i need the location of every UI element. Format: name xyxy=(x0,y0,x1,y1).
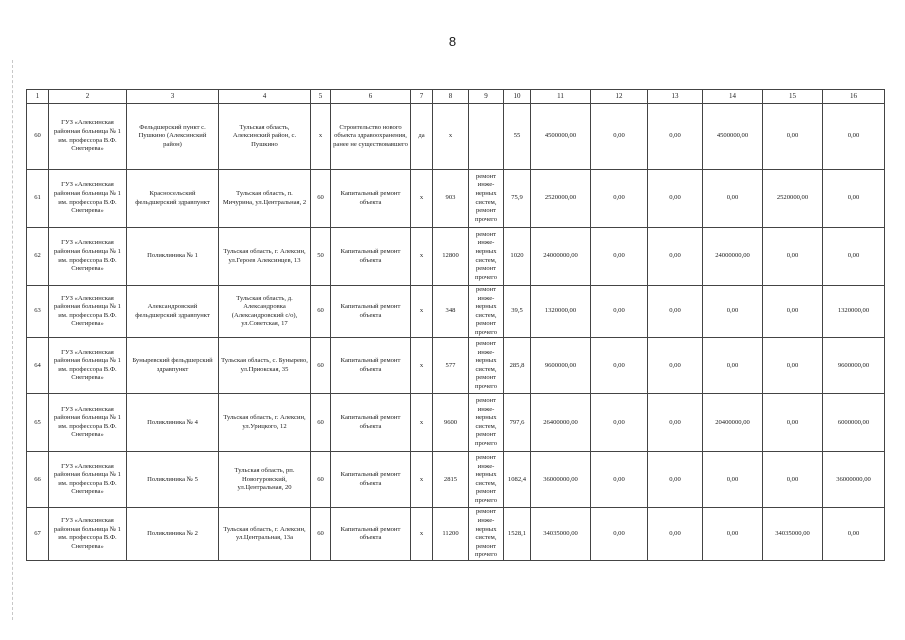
table-cell: 0,00 xyxy=(648,228,703,286)
table-row xyxy=(27,338,885,394)
table-cell: Капитальный ремонт объекта xyxy=(331,170,411,228)
table-cell: Капитальный ремонт объекта xyxy=(331,338,411,394)
column-number: 6 xyxy=(331,90,411,104)
table-cell: Александровский фельдшерский здравпункт xyxy=(127,286,219,338)
table-cell: 797,6 xyxy=(504,394,531,452)
table-cell: x xyxy=(411,452,433,508)
table-cell: 348 xyxy=(433,286,469,338)
table-cell: ремонт инже-нерных систем, ремонт прочего xyxy=(469,286,504,338)
table-cell: 60 xyxy=(311,394,331,452)
table-cell: Поликлиника № 2 xyxy=(127,508,219,560)
margin-guide xyxy=(12,60,14,620)
table-cell: 64 xyxy=(27,338,49,394)
table-cell: ГУЗ «Алексинская районная больница № 1 им. профессора В.Ф. Снегирева» xyxy=(49,338,127,394)
table-cell: да xyxy=(411,104,433,170)
table-cell: Тульская область, г. Алексин, ул.Урицкого, 12 xyxy=(219,394,311,452)
table-cell: 0,00 xyxy=(703,286,763,338)
table-cell: 0,00 xyxy=(591,452,648,508)
table-cell: 6000000,00 xyxy=(823,394,885,452)
table-cell: 0,00 xyxy=(823,508,885,560)
table-cell: 1082,4 xyxy=(504,452,531,508)
table-cell: 39,5 xyxy=(504,286,531,338)
table-cell: Капитальный ремонт объекта xyxy=(331,452,411,508)
table-cell: x xyxy=(411,170,433,228)
table-cell: Тульская область, г. Алексин, ул.Героев Алексинцев, 13 xyxy=(219,228,311,286)
table-cell: ремонт инже-нерных систем, ремонт прочего xyxy=(469,508,504,560)
table-cell: 60 xyxy=(311,452,331,508)
column-number: 9 xyxy=(469,90,504,104)
table-cell: 1320000,00 xyxy=(531,286,591,338)
column-number: 3 xyxy=(127,90,219,104)
page-number: 8 xyxy=(448,34,457,49)
column-number: 7 xyxy=(411,90,433,104)
table-cell: x xyxy=(411,286,433,338)
column-number: 16 xyxy=(823,90,885,104)
table-cell: 60 xyxy=(27,104,49,170)
table-cell: 65 xyxy=(27,394,49,452)
table-cell: Капитальный ремонт объекта xyxy=(331,228,411,286)
table-cell: 0,00 xyxy=(648,286,703,338)
table-cell: 0,00 xyxy=(763,452,823,508)
table-cell: 1020 xyxy=(504,228,531,286)
table-cell: x xyxy=(411,228,433,286)
table-cell: 0,00 xyxy=(591,394,648,452)
table-row xyxy=(27,170,885,228)
column-number: 1 xyxy=(27,90,49,104)
budget-table xyxy=(26,89,885,561)
table-cell: 36000000,00 xyxy=(823,452,885,508)
table-cell: 0,00 xyxy=(823,228,885,286)
table-cell: Тульская область, с. Бунырево, ул.Приокская, 35 xyxy=(219,338,311,394)
table-cell: 60 xyxy=(311,286,331,338)
table-cell: x xyxy=(411,508,433,560)
table-cell: 36000000,00 xyxy=(531,452,591,508)
table-cell: 0,00 xyxy=(763,228,823,286)
table-cell: Тульская область, п. Мичурина, ул.Центральная, 2 xyxy=(219,170,311,228)
table-cell: ремонт инже-нерных систем, ремонт прочего xyxy=(469,452,504,508)
table-cell: 0,00 xyxy=(703,338,763,394)
table-cell: Капитальный ремонт объекта xyxy=(331,286,411,338)
table-cell: ГУЗ «Алексинская районная больница № 1 им. профессора В.Ф. Снегирева» xyxy=(49,508,127,560)
table-cell: 1528,1 xyxy=(504,508,531,560)
table-cell: 9600000,00 xyxy=(823,338,885,394)
table-cell: 0,00 xyxy=(648,104,703,170)
table-cell: 285,8 xyxy=(504,338,531,394)
table-cell: 4500000,00 xyxy=(703,104,763,170)
table-cell: Фельдшерский пункт с. Пушкино (Алексинский район) xyxy=(127,104,219,170)
table-cell: 75,9 xyxy=(504,170,531,228)
table-cell: x xyxy=(411,394,433,452)
table-cell: 0,00 xyxy=(648,170,703,228)
column-number: 5 xyxy=(311,90,331,104)
table-cell: Поликлиника № 4 xyxy=(127,394,219,452)
column-number: 11 xyxy=(531,90,591,104)
header-row xyxy=(27,90,885,104)
table-cell: 24000000,00 xyxy=(703,228,763,286)
table-cell: 34035000,00 xyxy=(763,508,823,560)
table-cell: Поликлиника № 5 xyxy=(127,452,219,508)
table-cell: ГУЗ «Алексинская районная больница № 1 им. профессора В.Ф. Снегирева» xyxy=(49,104,127,170)
table-row xyxy=(27,452,885,508)
table-cell: 0,00 xyxy=(648,338,703,394)
table-cell: 50 xyxy=(311,228,331,286)
table-cell: Капитальный ремонт объекта xyxy=(331,508,411,560)
column-number: 4 xyxy=(219,90,311,104)
table-cell: ГУЗ «Алексинская районная больница № 1 им. профессора В.Ф. Снегирева» xyxy=(49,286,127,338)
table-cell: 2815 xyxy=(433,452,469,508)
table-cell: 62 xyxy=(27,228,49,286)
table-row xyxy=(27,104,885,170)
table-cell: 67 xyxy=(27,508,49,560)
table-cell: 0,00 xyxy=(703,452,763,508)
table-cell: 0,00 xyxy=(763,286,823,338)
table-cell: 9600000,00 xyxy=(531,338,591,394)
table-cell: 61 xyxy=(27,170,49,228)
table-cell: 0,00 xyxy=(591,508,648,560)
table-cell: ГУЗ «Алексинская районная больница № 1 им. профессора В.Ф. Снегирева» xyxy=(49,394,127,452)
table-cell: 0,00 xyxy=(823,170,885,228)
table-cell: 9600 xyxy=(433,394,469,452)
table-cell: 1320000,00 xyxy=(823,286,885,338)
table-cell: 60 xyxy=(311,508,331,560)
table-cell: ремонт инже-нерных систем, ремонт прочего xyxy=(469,228,504,286)
table-row xyxy=(27,508,885,560)
column-number: 10 xyxy=(504,90,531,104)
table-cell: 0,00 xyxy=(763,104,823,170)
column-number: 15 xyxy=(763,90,823,104)
table-cell xyxy=(469,104,504,170)
column-number: 2 xyxy=(49,90,127,104)
table-cell: Тульская область, рп. Новогуровский, ул.Центральная, 20 xyxy=(219,452,311,508)
table-cell: 24000000,00 xyxy=(531,228,591,286)
table-cell: 60 xyxy=(311,170,331,228)
table-cell: Строительство нового объекта здравоохранения, ранее не существовавшего xyxy=(331,104,411,170)
table-cell: 26400000,00 xyxy=(531,394,591,452)
table-cell: Тульская область, Алексинский район, с. Пушкино xyxy=(219,104,311,170)
table-row xyxy=(27,228,885,286)
table-cell: ремонт инже-нерных систем, ремонт прочего xyxy=(469,394,504,452)
table-cell: ГУЗ «Алексинская районная больница № 1 им. профессора В.Ф. Снегирева» xyxy=(49,452,127,508)
table-cell: ГУЗ «Алексинская районная больница № 1 им. профессора В.Ф. Снегирева» xyxy=(49,228,127,286)
table-cell: ремонт инже-нерных систем, ремонт прочего xyxy=(469,170,504,228)
table-row xyxy=(27,394,885,452)
table-cell: 903 xyxy=(433,170,469,228)
table-cell: 0,00 xyxy=(591,104,648,170)
table-cell: 0,00 xyxy=(591,286,648,338)
table-cell: x xyxy=(411,338,433,394)
table-cell: 34035000,00 xyxy=(531,508,591,560)
table-cell: x xyxy=(311,104,331,170)
table-cell: Капитальный ремонт объекта xyxy=(331,394,411,452)
table-cell: Буныревский фельдшерский здравпункт xyxy=(127,338,219,394)
table-cell: 0,00 xyxy=(648,452,703,508)
table-cell: ремонт инже-нерных систем, ремонт прочего xyxy=(469,338,504,394)
table-cell: 0,00 xyxy=(648,508,703,560)
table-cell: Поликлиника № 1 xyxy=(127,228,219,286)
table-cell: ГУЗ «Алексинская районная больница № 1 им. профессора В.Ф. Снегирева» xyxy=(49,170,127,228)
table-cell: Тульская область, г. Алексин, ул.Центральная, 13а xyxy=(219,508,311,560)
table-cell: Тульская область, д. Александровка (Александровский с/о), ул.Советская, 17 xyxy=(219,286,311,338)
table-cell: 20400000,00 xyxy=(703,394,763,452)
table-row xyxy=(27,286,885,338)
table-cell: 2520000,00 xyxy=(531,170,591,228)
table-cell: 63 xyxy=(27,286,49,338)
table-cell: 0,00 xyxy=(703,508,763,560)
table-cell: 0,00 xyxy=(763,394,823,452)
column-number: 13 xyxy=(648,90,703,104)
table-cell: 0,00 xyxy=(591,170,648,228)
table-cell: x xyxy=(433,104,469,170)
table-cell: 0,00 xyxy=(703,170,763,228)
table-cell: 66 xyxy=(27,452,49,508)
column-number: 14 xyxy=(703,90,763,104)
table-cell: 0,00 xyxy=(823,104,885,170)
table-cell: 0,00 xyxy=(763,338,823,394)
table-cell: 2520000,00 xyxy=(763,170,823,228)
table-cell: 12800 xyxy=(433,228,469,286)
table-cell: 55 xyxy=(504,104,531,170)
table-cell: Красносельский фельдшерский здравпункт xyxy=(127,170,219,228)
table-cell: 4500000,00 xyxy=(531,104,591,170)
table-cell: 0,00 xyxy=(591,338,648,394)
table-cell: 0,00 xyxy=(591,228,648,286)
column-number: 8 xyxy=(433,90,469,104)
column-number: 12 xyxy=(591,90,648,104)
table-cell: 0,00 xyxy=(648,394,703,452)
table-cell: 60 xyxy=(311,338,331,394)
table-cell: 577 xyxy=(433,338,469,394)
table-cell: 11200 xyxy=(433,508,469,560)
